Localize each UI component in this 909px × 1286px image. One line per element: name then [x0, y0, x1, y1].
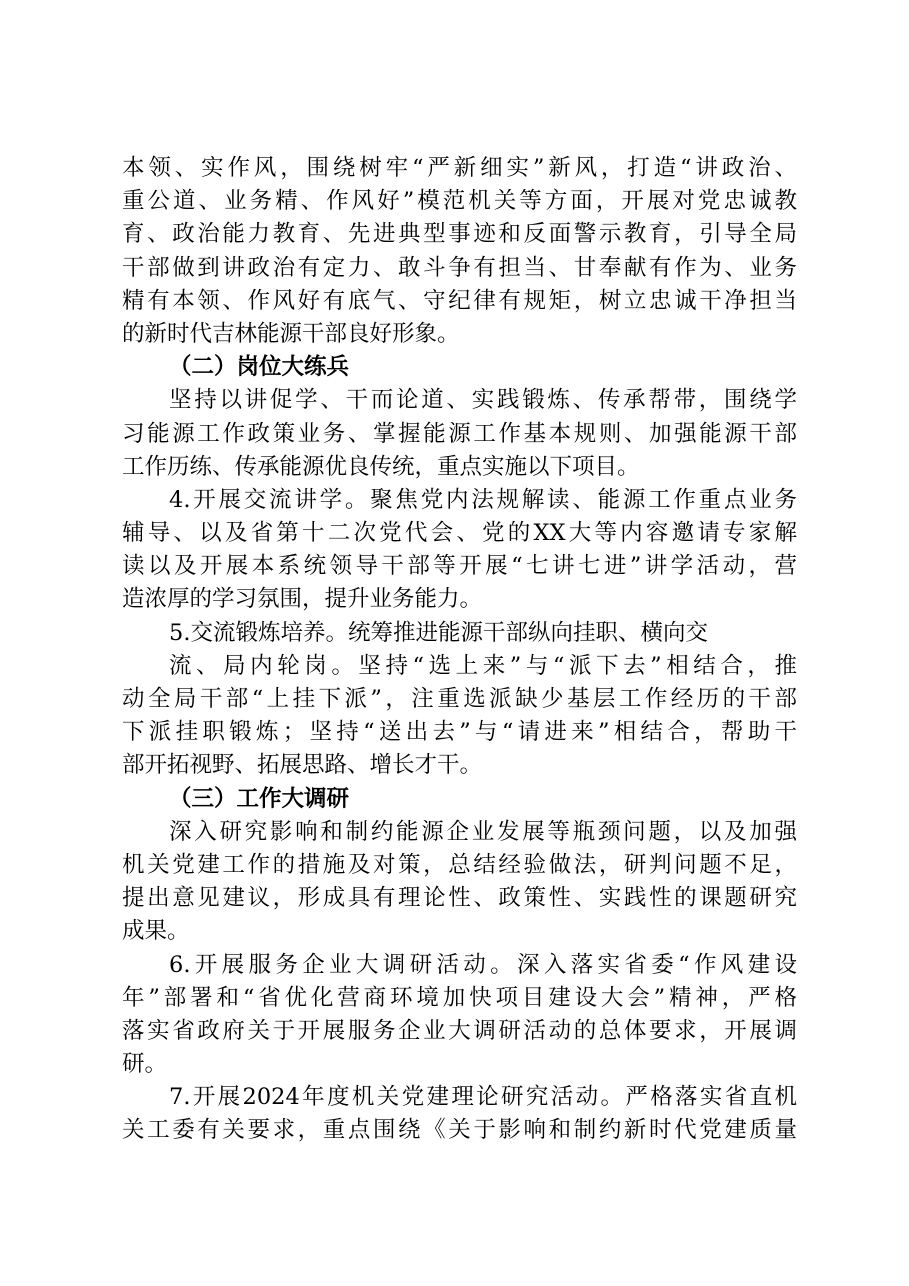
- text-line: 重公道、业务精、作风好”模范机关等方面，开展对党忠诚教: [122, 188, 797, 215]
- text-line: 研。: [122, 1051, 168, 1078]
- text-line: 5.交流锻炼培养。统筹推进能源干部纵向挂职、横向交: [169, 619, 708, 646]
- text-line: 辅导、以及省第十二次党代会、党的XX大等内容邀请专家解: [122, 520, 797, 547]
- section-heading: （二）岗位大练兵: [169, 354, 350, 381]
- text-line: 7.开展2024年度机关党建理论研究活动。严格落实省直机: [169, 1084, 797, 1111]
- text-line: 读以及开展本系统领导干部等开展“七讲七进”讲学活动，营: [122, 553, 797, 580]
- text-line: 深入研究影响和制约能源企业发展等瓶颈问题，以及加强: [169, 818, 797, 845]
- text-line: 成果。: [122, 918, 190, 945]
- text-line: 机关党建工作的措施及对策，总结经验做法，研判问题不足，: [122, 851, 797, 878]
- document-page: [122, 152, 797, 1148]
- text-line: 动全局干部“上挂下派”，注重选派缺少基层工作经历的干部: [122, 686, 797, 712]
- text-line: 习能源工作政策业务、掌握能源工作基本规则、加强能源干部: [122, 420, 797, 447]
- text-line: 落实省政府关于开展服务企业大调研活动的总体要求，开展调: [122, 1017, 797, 1044]
- text-line: 关工委有关要求，重点围绕《关于影响和制约新时代党建质量: [122, 1117, 797, 1144]
- text-line: 部开拓视野、拓展思路、增长才干。: [122, 752, 483, 779]
- text-line: 流、局内轮岗。坚持“选上来”与“派下去”相结合，推: [169, 652, 797, 679]
- text-line: 6.开展服务企业大调研活动。深入落实省委“作风建设: [169, 951, 797, 978]
- section-heading: （三）工作大调研: [169, 785, 350, 812]
- text-line: 4.开展交流讲学。聚焦党内法规解读、能源工作重点业务: [169, 486, 797, 513]
- text-line: 造浓厚的学习氛围，提升业务能力。: [122, 586, 483, 613]
- text-line: 干部做到讲政治有定力、敢斗争有担当、甘奉献有作为、业务: [122, 254, 797, 281]
- text-line: 本领、实作风，围绕树牢“严新细实”新风，打造“讲政治、: [122, 155, 797, 181]
- text-line: 年”部署和“省优化营商环境加快项目建设大会”精神，严格: [122, 984, 797, 1011]
- text-line: 的新时代吉林能源干部良好形象。: [122, 320, 460, 347]
- text-line: 育、政治能力教育、先进典型事迹和反面警示教育，引导全局: [122, 221, 797, 248]
- text-line: 工作历练、传承能源优良传统，重点实施以下项目。: [122, 453, 640, 480]
- text-line: 下派挂职锻炼；坚持“送出去”与“请进来”相结合，帮助干: [122, 719, 797, 746]
- text-line: 精有本领、作风好有底气、守纪律有规矩，树立忠诚干净担当: [122, 287, 797, 314]
- text-line: 提出意见建议，形成具有理论性、政策性、实践性的课题研究: [122, 885, 797, 912]
- text-line: 坚持以讲促学、干而论道、实践锻炼、传承帮带，围绕学: [169, 387, 797, 414]
